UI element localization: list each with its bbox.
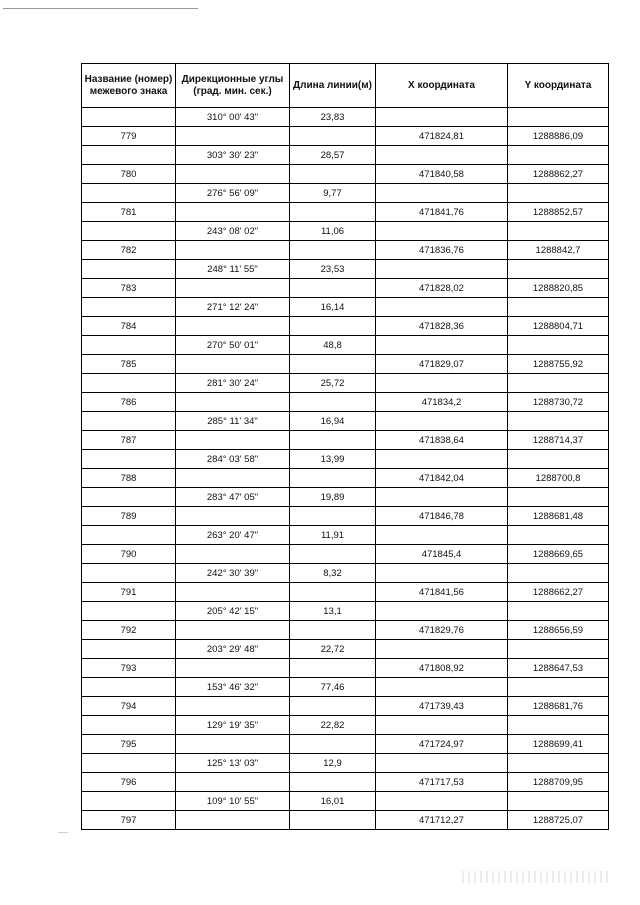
cell-line-length: 22,72 bbox=[290, 640, 376, 659]
cell-y-coordinate: 1288700,8 bbox=[508, 469, 609, 488]
table-header bbox=[82, 64, 609, 108]
cell-line-length bbox=[290, 583, 376, 602]
table-row bbox=[82, 298, 609, 317]
table-row bbox=[82, 450, 609, 469]
header-row bbox=[82, 64, 609, 108]
cell-y-coordinate bbox=[508, 640, 609, 659]
cell-marker-name: 783 bbox=[82, 279, 176, 298]
cell-line-length: 48,8 bbox=[290, 336, 376, 355]
cell-y-coordinate: 1288681,48 bbox=[508, 507, 609, 526]
cell-direction-angle: 270° 50' 01" bbox=[176, 336, 290, 355]
cell-y-coordinate bbox=[508, 374, 609, 393]
cell-line-length: 16,01 bbox=[290, 792, 376, 811]
cell-marker-name: 790 bbox=[82, 545, 176, 564]
cell-line-length: 23,83 bbox=[290, 108, 376, 127]
cell-x-coordinate: 471840,58 bbox=[376, 165, 508, 184]
header-length: Длина линии(м) bbox=[290, 64, 376, 108]
cell-y-coordinate bbox=[508, 108, 609, 127]
boundary-coordinates-table bbox=[81, 63, 609, 830]
cell-x-coordinate: 471824,81 bbox=[376, 127, 508, 146]
cell-x-coordinate bbox=[376, 792, 508, 811]
cell-marker-name bbox=[82, 146, 176, 165]
cell-marker-name: 792 bbox=[82, 621, 176, 640]
cell-y-coordinate bbox=[508, 336, 609, 355]
table-body bbox=[82, 108, 609, 830]
cell-marker-name: 797 bbox=[82, 811, 176, 830]
table-row bbox=[82, 792, 609, 811]
cell-line-length bbox=[290, 469, 376, 488]
cell-y-coordinate bbox=[508, 222, 609, 241]
cell-line-length bbox=[290, 203, 376, 222]
cell-marker-name: 789 bbox=[82, 507, 176, 526]
cell-line-length bbox=[290, 697, 376, 716]
table-row bbox=[82, 127, 609, 146]
cell-x-coordinate: 471724,97 bbox=[376, 735, 508, 754]
cell-y-coordinate bbox=[508, 754, 609, 773]
cell-y-coordinate: 1288730,72 bbox=[508, 393, 609, 412]
table-row bbox=[82, 659, 609, 678]
cell-y-coordinate: 1288862,27 bbox=[508, 165, 609, 184]
header-y: Y координата bbox=[508, 64, 609, 108]
cell-y-coordinate bbox=[508, 298, 609, 317]
table-row bbox=[82, 146, 609, 165]
cell-marker-name: 785 bbox=[82, 355, 176, 374]
cell-direction-angle bbox=[176, 165, 290, 184]
table-row bbox=[82, 374, 609, 393]
cell-line-length: 11,91 bbox=[290, 526, 376, 545]
table-row bbox=[82, 165, 609, 184]
cell-marker-name bbox=[82, 450, 176, 469]
cell-line-length: 28,57 bbox=[290, 146, 376, 165]
cell-direction-angle: 243° 08' 02" bbox=[176, 222, 290, 241]
cell-line-length bbox=[290, 545, 376, 564]
top-divider-line bbox=[3, 8, 198, 9]
cell-marker-name bbox=[82, 412, 176, 431]
table-row bbox=[82, 735, 609, 754]
cell-line-length: 12,9 bbox=[290, 754, 376, 773]
cell-x-coordinate: 471739,43 bbox=[376, 697, 508, 716]
cell-direction-angle bbox=[176, 811, 290, 830]
cell-line-length: 16,14 bbox=[290, 298, 376, 317]
cell-y-coordinate bbox=[508, 792, 609, 811]
cell-marker-name: 794 bbox=[82, 697, 176, 716]
cell-x-coordinate: 471712,27 bbox=[376, 811, 508, 830]
cell-x-coordinate: 471808,92 bbox=[376, 659, 508, 678]
cell-y-coordinate: 1288725,07 bbox=[508, 811, 609, 830]
cell-x-coordinate: 471828,36 bbox=[376, 317, 508, 336]
cell-y-coordinate: 1288714,37 bbox=[508, 431, 609, 450]
cell-direction-angle: 203° 29' 48" bbox=[176, 640, 290, 659]
cell-x-coordinate: 471828,02 bbox=[376, 279, 508, 298]
cell-direction-angle: 109° 10' 55" bbox=[176, 792, 290, 811]
cell-y-coordinate: 1288886,09 bbox=[508, 127, 609, 146]
table-row bbox=[82, 355, 609, 374]
cell-direction-angle: 125° 13' 03" bbox=[176, 754, 290, 773]
cell-marker-name bbox=[82, 526, 176, 545]
cell-y-coordinate: 1288681,76 bbox=[508, 697, 609, 716]
cell-line-length: 25,72 bbox=[290, 374, 376, 393]
cell-x-coordinate bbox=[376, 146, 508, 165]
cell-y-coordinate bbox=[508, 260, 609, 279]
cell-line-length bbox=[290, 355, 376, 374]
cell-marker-name: 793 bbox=[82, 659, 176, 678]
cell-y-coordinate: 1288647,53 bbox=[508, 659, 609, 678]
cell-marker-name bbox=[82, 222, 176, 241]
cell-direction-angle: 205° 42' 15" bbox=[176, 602, 290, 621]
cell-line-length bbox=[290, 431, 376, 450]
cell-x-coordinate bbox=[376, 108, 508, 127]
cell-line-length: 13,1 bbox=[290, 602, 376, 621]
cell-marker-name bbox=[82, 184, 176, 203]
cell-direction-angle: 248° 11' 55" bbox=[176, 260, 290, 279]
cell-marker-name: 779 bbox=[82, 127, 176, 146]
cell-direction-angle: 242° 30' 39" bbox=[176, 564, 290, 583]
cell-y-coordinate bbox=[508, 602, 609, 621]
cell-direction-angle: 153° 46' 32" bbox=[176, 678, 290, 697]
cell-direction-angle bbox=[176, 659, 290, 678]
cell-marker-name bbox=[82, 488, 176, 507]
cell-line-length bbox=[290, 659, 376, 678]
cell-direction-angle bbox=[176, 469, 290, 488]
scan-artifact bbox=[462, 871, 612, 883]
cell-x-coordinate bbox=[376, 564, 508, 583]
header-angle: Дирекционные углы (град. мин. сек.) bbox=[176, 64, 290, 108]
table-row bbox=[82, 583, 609, 602]
table-row bbox=[82, 507, 609, 526]
cell-direction-angle bbox=[176, 241, 290, 260]
table-row bbox=[82, 811, 609, 830]
cell-x-coordinate bbox=[376, 716, 508, 735]
cell-y-coordinate bbox=[508, 412, 609, 431]
cell-marker-name bbox=[82, 336, 176, 355]
cell-x-coordinate: 471841,76 bbox=[376, 203, 508, 222]
cell-direction-angle bbox=[176, 317, 290, 336]
cell-direction-angle bbox=[176, 697, 290, 716]
cell-direction-angle bbox=[176, 393, 290, 412]
cell-line-length bbox=[290, 735, 376, 754]
cell-y-coordinate bbox=[508, 564, 609, 583]
cell-line-length: 77,46 bbox=[290, 678, 376, 697]
cell-direction-angle bbox=[176, 583, 290, 602]
cell-y-coordinate bbox=[508, 146, 609, 165]
cell-direction-angle: 271° 12' 24" bbox=[176, 298, 290, 317]
table-row bbox=[82, 621, 609, 640]
cell-marker-name bbox=[82, 374, 176, 393]
table-row bbox=[82, 697, 609, 716]
cell-x-coordinate bbox=[376, 260, 508, 279]
cell-marker-name: 781 bbox=[82, 203, 176, 222]
cell-line-length bbox=[290, 127, 376, 146]
cell-direction-angle bbox=[176, 279, 290, 298]
table-row bbox=[82, 260, 609, 279]
cell-x-coordinate bbox=[376, 412, 508, 431]
cell-direction-angle bbox=[176, 203, 290, 222]
cell-line-length bbox=[290, 811, 376, 830]
cell-direction-angle: 310° 00' 43" bbox=[176, 108, 290, 127]
cell-line-length bbox=[290, 621, 376, 640]
cell-y-coordinate bbox=[508, 450, 609, 469]
cell-x-coordinate: 471717,53 bbox=[376, 773, 508, 792]
cell-y-coordinate bbox=[508, 716, 609, 735]
cell-direction-angle: 129° 19' 35" bbox=[176, 716, 290, 735]
cell-x-coordinate: 471829,07 bbox=[376, 355, 508, 374]
cell-x-coordinate: 471834,2 bbox=[376, 393, 508, 412]
cell-x-coordinate bbox=[376, 488, 508, 507]
cell-x-coordinate bbox=[376, 602, 508, 621]
cell-line-length bbox=[290, 773, 376, 792]
cell-x-coordinate: 471838,64 bbox=[376, 431, 508, 450]
cell-direction-angle: 285° 11' 34" bbox=[176, 412, 290, 431]
cell-line-length: 19,89 bbox=[290, 488, 376, 507]
cell-marker-name: 787 bbox=[82, 431, 176, 450]
table-row bbox=[82, 678, 609, 697]
cell-marker-name bbox=[82, 602, 176, 621]
cell-y-coordinate: 1288755,92 bbox=[508, 355, 609, 374]
cell-x-coordinate bbox=[376, 298, 508, 317]
cell-marker-name: 791 bbox=[82, 583, 176, 602]
table-row bbox=[82, 640, 609, 659]
table-row bbox=[82, 602, 609, 621]
cell-x-coordinate bbox=[376, 374, 508, 393]
cell-x-coordinate bbox=[376, 754, 508, 773]
table-row bbox=[82, 526, 609, 545]
cell-direction-angle bbox=[176, 507, 290, 526]
table-row bbox=[82, 336, 609, 355]
margin-mark bbox=[58, 832, 68, 833]
cell-line-length: 22,82 bbox=[290, 716, 376, 735]
cell-marker-name bbox=[82, 108, 176, 127]
table-row bbox=[82, 241, 609, 260]
cell-y-coordinate bbox=[508, 526, 609, 545]
cell-y-coordinate: 1288804,71 bbox=[508, 317, 609, 336]
cell-line-length: 11,06 bbox=[290, 222, 376, 241]
cell-x-coordinate: 471836,76 bbox=[376, 241, 508, 260]
table-row bbox=[82, 203, 609, 222]
cell-x-coordinate bbox=[376, 222, 508, 241]
cell-direction-angle: 303° 30' 23" bbox=[176, 146, 290, 165]
cell-marker-name: 784 bbox=[82, 317, 176, 336]
table-row bbox=[82, 222, 609, 241]
cell-y-coordinate bbox=[508, 488, 609, 507]
cell-direction-angle bbox=[176, 773, 290, 792]
table-row bbox=[82, 431, 609, 450]
cell-y-coordinate: 1288656,59 bbox=[508, 621, 609, 640]
cell-marker-name: 786 bbox=[82, 393, 176, 412]
cell-marker-name: 796 bbox=[82, 773, 176, 792]
cell-x-coordinate: 471841,56 bbox=[376, 583, 508, 602]
cell-y-coordinate bbox=[508, 678, 609, 697]
cell-y-coordinate: 1288662,27 bbox=[508, 583, 609, 602]
cell-x-coordinate: 471846,78 bbox=[376, 507, 508, 526]
cell-line-length: 23,53 bbox=[290, 260, 376, 279]
table-row bbox=[82, 488, 609, 507]
cell-direction-angle bbox=[176, 431, 290, 450]
header-name: Название (номер) межевого знака bbox=[82, 64, 176, 108]
cell-marker-name bbox=[82, 298, 176, 317]
cell-marker-name bbox=[82, 260, 176, 279]
cell-line-length bbox=[290, 165, 376, 184]
cell-line-length: 9,77 bbox=[290, 184, 376, 203]
cell-marker-name bbox=[82, 564, 176, 583]
cell-x-coordinate bbox=[376, 678, 508, 697]
cell-marker-name: 788 bbox=[82, 469, 176, 488]
cell-direction-angle bbox=[176, 735, 290, 754]
cell-x-coordinate bbox=[376, 184, 508, 203]
cell-x-coordinate: 471842,04 bbox=[376, 469, 508, 488]
cell-marker-name: 795 bbox=[82, 735, 176, 754]
cell-marker-name bbox=[82, 754, 176, 773]
table-row bbox=[82, 545, 609, 564]
cell-line-length bbox=[290, 241, 376, 260]
cell-line-length bbox=[290, 507, 376, 526]
table-row bbox=[82, 108, 609, 127]
table-row bbox=[82, 716, 609, 735]
table-row bbox=[82, 279, 609, 298]
cell-direction-angle bbox=[176, 355, 290, 374]
cell-direction-angle bbox=[176, 127, 290, 146]
cell-y-coordinate: 1288669,65 bbox=[508, 545, 609, 564]
cell-direction-angle: 263° 20' 47" bbox=[176, 526, 290, 545]
table-row bbox=[82, 412, 609, 431]
cell-direction-angle bbox=[176, 621, 290, 640]
cell-direction-angle bbox=[176, 545, 290, 564]
cell-x-coordinate bbox=[376, 336, 508, 355]
cell-line-length bbox=[290, 317, 376, 336]
cell-y-coordinate: 1288820,85 bbox=[508, 279, 609, 298]
cell-y-coordinate: 1288842,7 bbox=[508, 241, 609, 260]
cell-y-coordinate: 1288699,41 bbox=[508, 735, 609, 754]
table-row bbox=[82, 469, 609, 488]
cell-y-coordinate bbox=[508, 184, 609, 203]
table-row bbox=[82, 184, 609, 203]
cell-line-length: 8,32 bbox=[290, 564, 376, 583]
cell-marker-name: 782 bbox=[82, 241, 176, 260]
cell-y-coordinate: 1288852,57 bbox=[508, 203, 609, 222]
cell-x-coordinate: 471829,76 bbox=[376, 621, 508, 640]
cell-direction-angle: 276° 56' 09" bbox=[176, 184, 290, 203]
cell-direction-angle: 284° 03' 58" bbox=[176, 450, 290, 469]
cell-x-coordinate bbox=[376, 450, 508, 469]
cell-y-coordinate: 1288709,95 bbox=[508, 773, 609, 792]
cell-x-coordinate bbox=[376, 526, 508, 545]
cell-direction-angle: 281° 30' 24" bbox=[176, 374, 290, 393]
cell-x-coordinate: 471845,4 bbox=[376, 545, 508, 564]
cell-marker-name bbox=[82, 792, 176, 811]
cell-direction-angle: 283° 47' 05" bbox=[176, 488, 290, 507]
table-row bbox=[82, 317, 609, 336]
table-row bbox=[82, 564, 609, 583]
cell-line-length: 13,99 bbox=[290, 450, 376, 469]
cell-line-length bbox=[290, 393, 376, 412]
table-row bbox=[82, 754, 609, 773]
table-row bbox=[82, 393, 609, 412]
cell-marker-name bbox=[82, 640, 176, 659]
header-x: X координата bbox=[376, 64, 508, 108]
cell-marker-name bbox=[82, 716, 176, 735]
cell-line-length: 16,94 bbox=[290, 412, 376, 431]
cell-marker-name bbox=[82, 678, 176, 697]
cell-marker-name: 780 bbox=[82, 165, 176, 184]
cell-line-length bbox=[290, 279, 376, 298]
table-row bbox=[82, 773, 609, 792]
cell-x-coordinate bbox=[376, 640, 508, 659]
